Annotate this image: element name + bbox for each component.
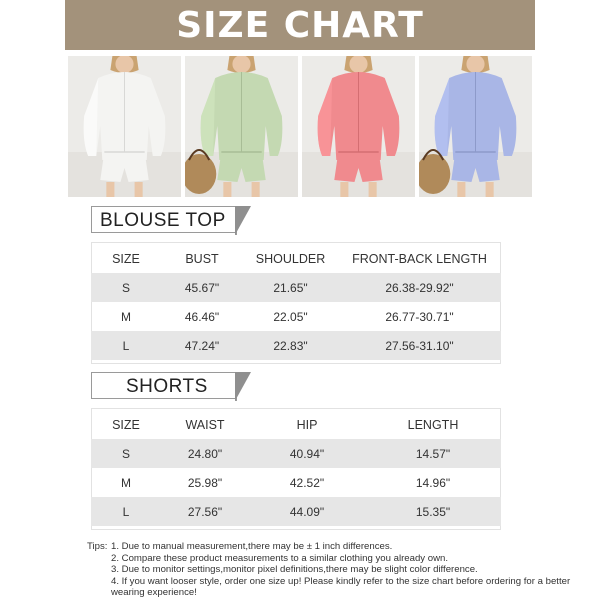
table-cell: S xyxy=(91,439,161,468)
table-cell: S xyxy=(91,273,161,302)
header-cell: SHOULDER xyxy=(255,251,326,266)
tip-item: 4. If you want looser style, order one size up! Please kindly refer to the size chart before ordering for a better wearing experience! xyxy=(111,575,571,599)
table-cell: 27.56-31.10" xyxy=(338,331,501,360)
shorts-section-title: SHORTS xyxy=(91,372,235,399)
table-cell: 15.35" xyxy=(365,497,501,526)
tip-item: 2. Compare these product measurements to a similar clothing you already own. xyxy=(111,552,449,564)
table-row xyxy=(91,331,501,360)
table-cell: 21.65" xyxy=(243,273,338,302)
blouse-section-title: BLOUSE TOP xyxy=(91,206,235,233)
table-cell: 26.38-29.92" xyxy=(338,273,501,302)
table-cell: 46.46" xyxy=(184,309,220,324)
table-cell: 24.80" xyxy=(161,439,249,468)
product-photos xyxy=(68,56,532,197)
table-cell: L xyxy=(91,331,161,360)
table-cell: 14.57" xyxy=(365,439,501,468)
product-photo-green xyxy=(185,56,298,197)
table-cell: 42.52" xyxy=(289,475,325,490)
table-cell: 22.05" xyxy=(273,309,308,324)
table-row xyxy=(91,273,501,302)
tip-item: 1. Due to manual measurement,there may be ± 1 inch differences. xyxy=(111,541,393,552)
blouse-size-table xyxy=(91,244,501,360)
header-cell: FRONT-BACK LENGTH xyxy=(352,251,487,266)
table-row xyxy=(91,497,501,526)
table-cell: 44.09" xyxy=(249,497,365,526)
shorts-size-table xyxy=(91,410,501,526)
tips-label: Tips: xyxy=(87,541,108,552)
size-chart-banner: SIZE CHART xyxy=(65,0,535,50)
table-row xyxy=(91,468,501,497)
table-cell: 26.77-30.71" xyxy=(385,309,454,324)
table-cell: L xyxy=(91,497,161,526)
header-cell: HIP xyxy=(296,417,318,432)
product-photo-blue xyxy=(419,56,532,197)
product-photo-pink xyxy=(302,56,415,197)
header-cell: SIZE xyxy=(112,417,140,432)
table-cell: 45.67" xyxy=(161,273,243,302)
table-row xyxy=(91,439,501,468)
table-cell: M xyxy=(121,475,131,490)
header-cell: LENGTH xyxy=(407,417,459,432)
table-cell: 27.56" xyxy=(161,497,249,526)
table-cell: 47.24" xyxy=(161,331,243,360)
table-cell: M xyxy=(121,309,131,324)
tips-section xyxy=(87,541,597,599)
tip-item: 3. Due to monitor settings,monitor pixel definitions,there may be slight color difference. xyxy=(111,564,478,576)
table-cell: 25.98" xyxy=(187,475,223,490)
header-cell: SIZE xyxy=(112,251,140,266)
tips-list xyxy=(87,541,597,599)
table-cell: 40.94" xyxy=(249,439,365,468)
product-photo-white xyxy=(68,56,181,197)
table-header-row xyxy=(91,244,501,273)
table-cell: 14.96" xyxy=(415,475,451,490)
table-header-row xyxy=(91,410,501,439)
table-cell: 22.83" xyxy=(243,331,338,360)
header-cell: BUST xyxy=(185,251,219,266)
table-row xyxy=(91,302,501,331)
header-cell: WAIST xyxy=(185,417,225,432)
